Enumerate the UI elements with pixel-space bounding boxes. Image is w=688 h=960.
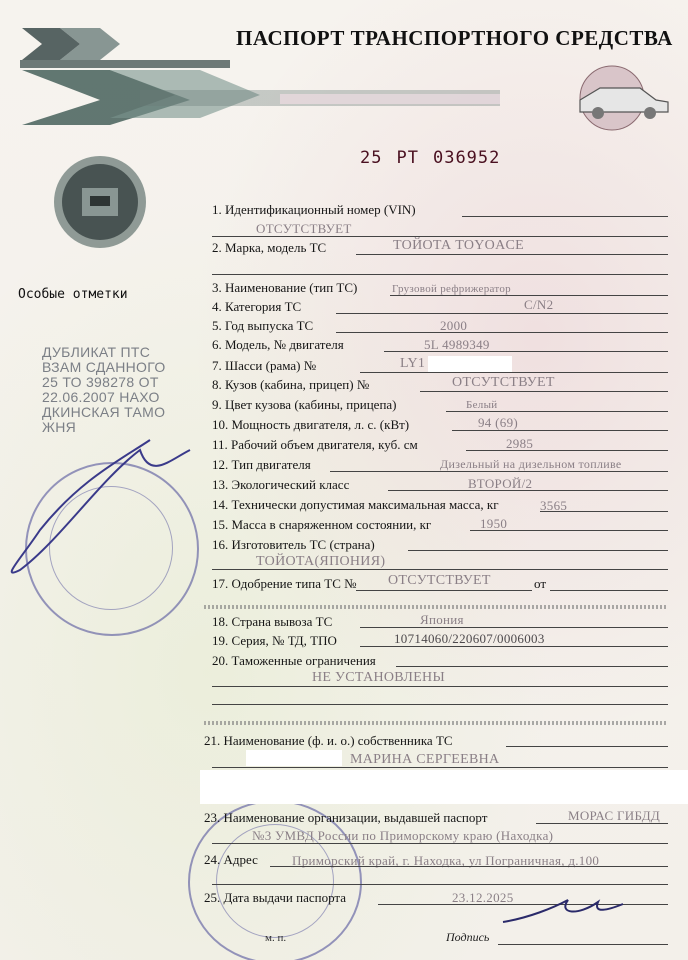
restrictions-value: НЕ УСТАНОВЛЕНЫ [312, 670, 445, 685]
address-value: Приморский край, г. Находка, ул Пограничная, д.100 [292, 853, 600, 868]
volume-label: 11. Рабочий объем двигателя, куб. см [212, 437, 418, 452]
duplicate-note-line: ВЗАМ СДАННОГО [42, 359, 166, 375]
restrictions-label: 20. Таможенные ограничения [212, 653, 376, 668]
document-serial-number [360, 148, 514, 168]
eco-value: ВТОРОЙ/2 [468, 476, 533, 491]
org-label: 23. Наименование организации, выдавшей паспорт [204, 810, 488, 825]
year-label: 5. Год выпуска ТС [212, 318, 314, 333]
power-label: 10. Мощность двигателя, л. с. (кВт) [212, 417, 410, 432]
vin-label: 1. Идентификационный номер (VIN) [212, 202, 416, 217]
chassis-value: LY1 [400, 356, 426, 371]
eco-label: 13. Экологический класс [212, 477, 350, 492]
engine-model-value: 5L 4989349 [424, 337, 490, 352]
name-label: 3. Наименование (тип ТС) [212, 280, 358, 295]
engine-model-label: 6. Модель, № двигателя [212, 337, 344, 352]
separator [204, 721, 668, 725]
manufacturer-label: 16. Изготовитель ТС (страна) [212, 537, 375, 552]
export-label: 18. Страна вывоза ТС [212, 614, 333, 629]
org-value-line2: №3 УМВД России по Приморскому краю (Находка) [252, 828, 554, 843]
issue-date-value: 23.12.2025 [452, 890, 514, 905]
approval-value: ОТСУТСТВУЕТ [388, 573, 491, 588]
issue-date-label: 25. Дата выдачи паспорта [204, 890, 347, 905]
engine-type-label: 12. Тип двигателя [212, 457, 311, 472]
category-value: C/N2 [524, 297, 554, 312]
coat-of-arms-icon [52, 154, 148, 250]
make-label: 2. Марка, модель ТС [212, 240, 327, 255]
issuer-signature [498, 890, 628, 930]
make-value: ТОЙОТА TOYOACE [393, 238, 524, 253]
category-label: 4. Категория ТС [212, 299, 302, 314]
serial-number: 036952 [432, 148, 501, 168]
engine-type-value: Дизельный на дизельном топливе [440, 457, 622, 471]
chassis-label: 7. Шасси (рама) № [212, 358, 317, 373]
max-mass-value: 3565 [540, 498, 568, 513]
customs-doc-label: 19. Серия, № ТД, ТПО [212, 633, 337, 648]
car-emblem-icon [570, 60, 680, 140]
duplicate-note-line: ДУБЛИКАТ ПТС [42, 344, 151, 360]
year-value: 2000 [440, 318, 468, 333]
serial-letters: РТ [396, 148, 419, 168]
name-value: Грузовой рефрижератор [392, 283, 511, 295]
redacted-chassis [428, 356, 512, 372]
curb-mass-label: 15. Масса в снаряженном состоянии, кг [212, 517, 432, 532]
manufacturer-value: ТОЙОТА(ЯПОНИЯ) [256, 554, 386, 569]
max-mass-label: 14. Технически допустимая максимальная масса, кг [212, 497, 499, 512]
document-title: ПАСПОРТ ТРАНСПОРТНОГО СРЕДСТВА [236, 26, 673, 50]
approval-label: 17. Одобрение типа ТС № [212, 576, 357, 591]
owner-value: МАРИНА СЕРГЕЕВНА [350, 752, 500, 767]
redacted-owner-surname [246, 750, 342, 766]
body-value: ОТСУТСТВУЕТ [452, 375, 555, 390]
color-label: 9. Цвет кузова (кабины, прицепа) [212, 397, 397, 412]
signature-label: Подпись [446, 930, 490, 944]
redacted-owner-address [200, 770, 688, 804]
seal-place-label: м. п. [265, 932, 287, 944]
duplicate-note-line: ЖНЯ [42, 419, 77, 435]
special-marks-label: Особые отметки [18, 287, 128, 302]
vin-value: ОТСУТСТВУЕТ [256, 221, 352, 236]
curb-mass-value: 1950 [480, 516, 508, 531]
serial-series: 25 [360, 148, 383, 168]
duplicate-note-line: 25 ТО 398278 ОТ [42, 374, 159, 390]
approval-suffix: от [534, 576, 547, 591]
duplicate-note-line: ДКИНСКАЯ ТАМО [42, 404, 166, 420]
volume-value: 2985 [506, 436, 534, 451]
export-value: Япония [420, 612, 464, 627]
body-label: 8. Кузов (кабина, прицеп) № [212, 377, 370, 392]
signature-scribble [0, 420, 200, 590]
power-value: 94 (69) [478, 415, 519, 430]
org-value: МОРАС ГИБДД [568, 808, 661, 823]
owner-label: 21. Наименование (ф. и. о.) собственника ТС [204, 733, 453, 748]
customs-doc-value: 10714060/220607/0006003 [394, 631, 545, 646]
color-value: Белый [466, 399, 498, 411]
address-label: 24. Адрес [204, 852, 258, 867]
duplicate-note-line: 22.06.2007 НАХО [42, 389, 160, 405]
separator [204, 605, 668, 609]
